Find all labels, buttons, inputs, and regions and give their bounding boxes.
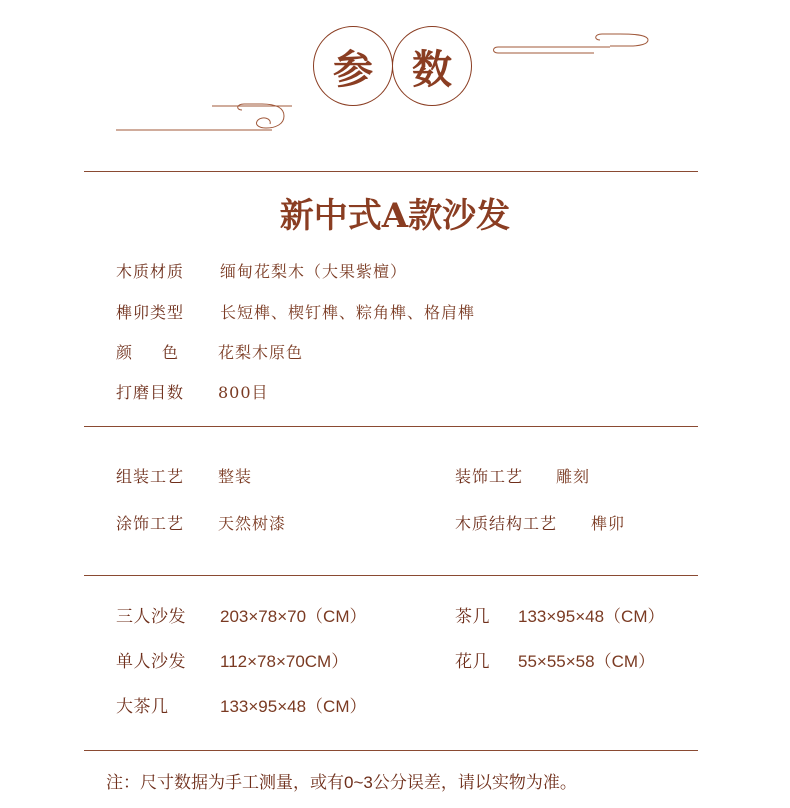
divider-materials — [84, 426, 698, 427]
dim-label-three-seat: 三人沙发 — [116, 607, 186, 626]
dim-value-three-seat: 203×78×70（CM） — [220, 607, 367, 626]
divider-top — [84, 171, 698, 172]
dim-label-large-tea-table: 大茶几 — [116, 697, 169, 716]
cloud-decoration-left-icon — [112, 100, 292, 136]
assembly-value: 整装 — [218, 467, 253, 486]
joinery-label: 榫卯类型 — [116, 303, 185, 322]
finish-label: 涂饰工艺 — [116, 514, 185, 533]
divider-crafts — [84, 575, 698, 576]
dim-value-large-tea-table: 133×95×48（CM） — [220, 697, 367, 716]
material-value: 缅甸花梨木（大果紫檀） — [220, 262, 408, 281]
finish-value: 天然树漆 — [218, 514, 287, 533]
title-char-1: 参 — [333, 45, 373, 93]
structure-value: 榫卯 — [591, 514, 626, 533]
title-char-2: 数 — [412, 45, 452, 93]
polish-value: 800目 — [218, 383, 269, 402]
decoration-value: 雕刻 — [556, 467, 591, 486]
title-circle-1 — [313, 26, 393, 106]
color-value: 花梨木原色 — [218, 343, 304, 362]
polish-label: 打磨目数 — [116, 383, 185, 402]
title-circle-2 — [392, 26, 472, 106]
dim-value-tea-table: 133×95×48（CM） — [518, 607, 665, 626]
measurement-note: 注：尺寸数据为手工测量，或有0~3公分误差，请以实物为准。 — [106, 773, 577, 792]
dim-value-single-seat: 112×78×70CM） — [220, 652, 349, 671]
divider-bottom — [84, 750, 698, 751]
structure-label: 木质结构工艺 — [455, 514, 558, 533]
color-label: 颜色 — [116, 343, 209, 362]
product-name: 新中式A款沙发 — [279, 196, 511, 236]
dim-value-flower-stand: 55×55×58（CM） — [518, 652, 656, 671]
material-label: 木质材质 — [116, 262, 185, 281]
decoration-label: 装饰工艺 — [455, 467, 524, 486]
assembly-label: 组装工艺 — [116, 467, 185, 486]
joinery-value: 长短榫、楔钉榫、粽角榫、格肩榫 — [220, 303, 476, 322]
dim-label-single-seat: 单人沙发 — [116, 652, 186, 671]
cloud-decoration-right-icon — [490, 30, 655, 60]
dim-label-flower-stand: 花几 — [455, 652, 490, 671]
dim-label-tea-table: 茶几 — [455, 607, 490, 626]
